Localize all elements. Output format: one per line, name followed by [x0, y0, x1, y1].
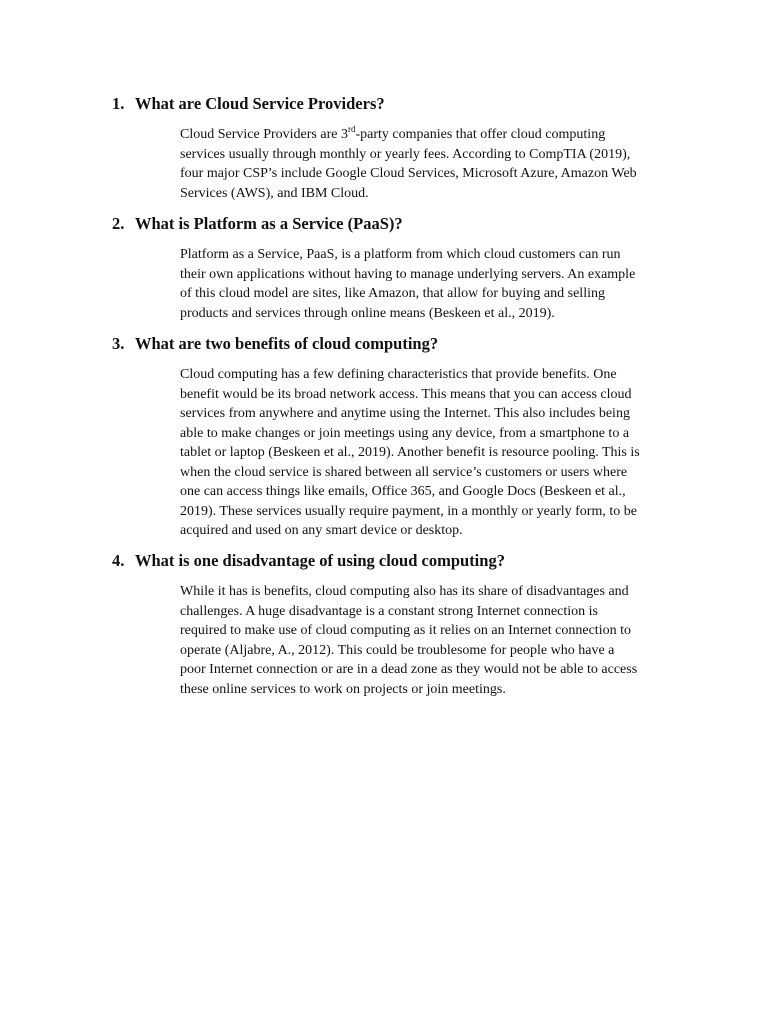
answer-line: able to make changes or join meetings using any device, from a smartphone to a [180, 425, 630, 441]
answer-line: Cloud computing has a few defining characteristics that provide benefits. One [180, 367, 617, 382]
question-heading [112, 334, 712, 354]
answer-line: of this cloud model are sites, like Amazon, that allow for buying and selling [180, 286, 605, 301]
question-title: What are Cloud Service Providers? [135, 94, 385, 113]
answer-line: acquired and used on any smart device or desktop. [180, 523, 463, 538]
question-title: What is one disadvantage of using cloud computing? [135, 551, 505, 570]
question-3 [112, 334, 712, 538]
answer-line: services usually through monthly or yearly fees. According to CompTIA (2019), [180, 146, 631, 162]
question-heading [112, 94, 712, 114]
question-heading [112, 551, 712, 571]
question-number: 1. [112, 94, 125, 113]
answer-line: required to make use of cloud computing as it relies on an Internet connection to [180, 623, 631, 638]
answer-paragraph [180, 125, 680, 203]
answer-line: tablet or laptop (Beskeen et al., 2019). Another benefit is resource pooling. This is [180, 445, 640, 460]
answer-line: operate (Aljabre, A., 2012). This could be troublesome for people who have a [180, 642, 615, 658]
answer-line: benefit would be its broad network access. This means that you can access cloud [180, 386, 632, 402]
question-number: 4. [112, 551, 125, 570]
question-heading [112, 214, 712, 234]
answer-line: products and services through online means (Beskeen et al., 2019). [180, 305, 555, 321]
question-number: 2. [112, 214, 125, 233]
answer-line: 2019). These services usually require payment, in a monthly or yearly form, to be [180, 503, 637, 519]
answer-line: Cloud Service Providers are 3rd-party companies that offer cloud computing [180, 124, 606, 142]
question-title: What is Platform as a Service (PaaS)? [135, 214, 403, 233]
question-2 [112, 214, 712, 321]
answer-line: one can access things like emails, Office 365, and Google Docs (Beskeen et al., [180, 484, 626, 499]
answer-line: Services (AWS), and IBM Cloud. [180, 185, 369, 201]
answer-paragraph [180, 582, 680, 699]
question-number: 3. [112, 334, 125, 353]
answer-line: poor Internet connection or are in a dead zone as they would not be able to access [180, 662, 638, 677]
answer-line: four major CSP’s include Google Cloud Services, Microsoft Azure, Amazon Web [180, 166, 637, 181]
question-title: What are two benefits of cloud computing? [135, 334, 439, 353]
answer-line: these online services to work on projects or join meetings. [180, 681, 506, 697]
question-1 [112, 94, 712, 201]
answer-paragraph [180, 365, 680, 541]
answer-line: when the cloud service is shared between all service’s customers or users where [180, 464, 628, 480]
question-4 [112, 551, 712, 697]
answer-line: challenges. A huge disadvantage is a constant strong Internet connection is [180, 603, 598, 619]
answer-line: Platform as a Service, PaaS, is a platform from which cloud customers can run [180, 247, 621, 262]
answer-line: services from anywhere and anytime using the Internet. This also includes being [180, 406, 630, 421]
answer-line: While it has is benefits, cloud computing also has its share of disadvantages and [180, 584, 629, 599]
ordinal-superscript: rd [347, 124, 356, 134]
answer-line: their own applications without having to manage underlying servers. An example [180, 266, 636, 282]
answer-paragraph [180, 245, 680, 323]
